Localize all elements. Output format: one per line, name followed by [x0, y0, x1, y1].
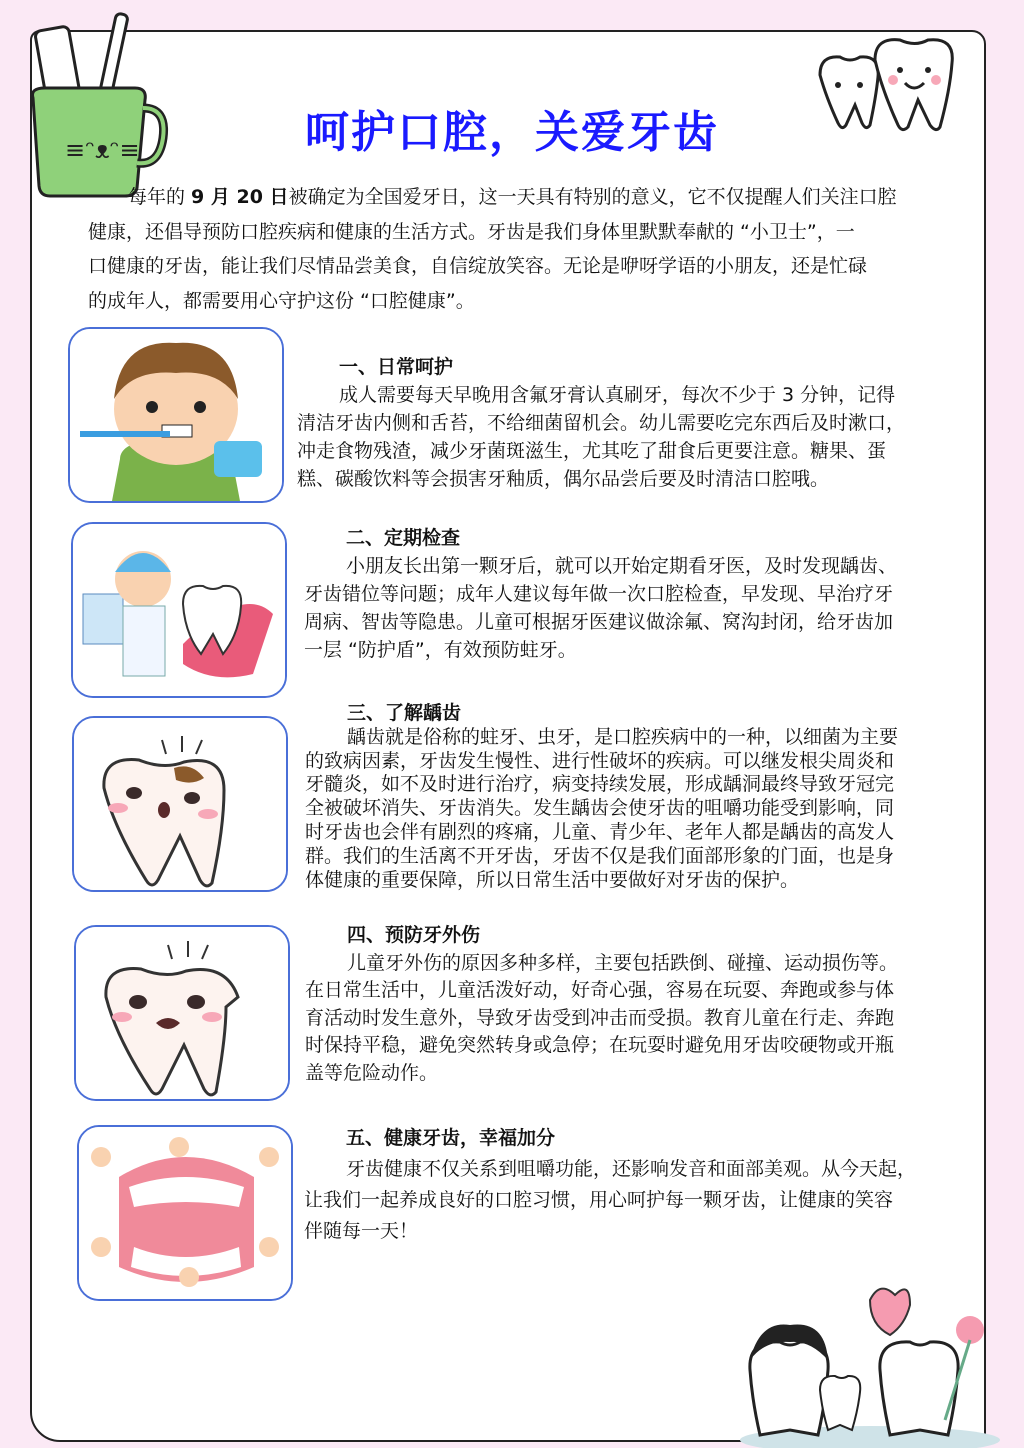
section-heading: 四、预防牙外伤	[347, 924, 481, 946]
page-title: 呵护口腔，关爱牙齿	[305, 107, 719, 158]
section-line: 群。我们的生活离不开牙齿，牙齿不仅是我们面部形象的门面，也是身	[305, 844, 895, 867]
section-heading: 五、健康牙齿，幸福加分	[346, 1127, 556, 1149]
intro-text: 被确定为全国爱牙日，这一天具有特别的意义，它不仅提醒人们关注口腔	[288, 186, 897, 208]
section-heading: 二、定期检查	[346, 527, 461, 549]
section-line: 龋齿就是俗称的蛀牙、虫牙，是口腔疾病中的一种，以细菌为主要	[347, 725, 899, 748]
svg-text:≡ᵔᴥᵔ≡: ≡ᵔᴥᵔ≡	[65, 136, 140, 164]
section-line: 的致病因素，牙齿发生慢性、进行性破坏的疾病。可以继发根尖周炎和	[305, 749, 895, 772]
kids-and-teeth-image	[77, 1125, 293, 1301]
intro-paragraph	[88, 180, 958, 318]
section-line: 让我们一起养成良好的口腔习惯，用心呵护每一颗牙齿，让健康的笑容	[304, 1189, 894, 1211]
section-line: 一层 “防护盾”，有效预防蛀牙。	[304, 639, 577, 661]
intro-text: 每年的	[128, 186, 192, 208]
section-line: 成人需要每天早晚用含氟牙膏认真刷牙，每次不少于 3 分钟，记得	[339, 384, 896, 406]
intro-line: 的成年人，都需要用心守护这份 “口腔健康”。	[88, 289, 475, 312]
decayed-tooth-image	[72, 716, 288, 892]
section-line: 全被破坏消失、牙齿消失。发生龋齿会使牙齿的咀嚼功能受到影响，同	[305, 797, 895, 820]
section-line: 体健康的重要保障，所以日常生活中要做好对牙齿的保护。	[305, 868, 800, 891]
section-heading: 一、日常呵护	[339, 356, 454, 378]
section-line: 糕、碳酸饮料等会损害牙釉质，偶尔品尝后要及时清洁口腔哦。	[297, 468, 830, 490]
section-prevent-injury	[305, 922, 965, 1087]
section-line: 牙齿健康不仅关系到咀嚼功能，还影响发音和面部美观。从今天起，	[346, 1158, 917, 1180]
section-line: 清洁牙齿内侧和舌苔，不给细菌留机会。幼儿需要吃完东西后及时漱口，	[297, 412, 906, 434]
section-daily-care	[297, 353, 957, 493]
date-highlight: 9 月 20 日	[191, 186, 289, 208]
section-line: 时牙齿也会伴有剧烈的疼痛，儿童、青少年、老年人都是龋齿的高发人	[305, 820, 895, 843]
section-heading: 三、了解龋齿	[347, 702, 462, 724]
section-tooth-decay	[305, 702, 965, 892]
teeth-family-heart-illustration	[730, 1280, 1000, 1448]
section-line: 牙髓炎，如不及时进行治疗，病变持续发展，形成龋洞最终导致牙冠完	[305, 773, 895, 796]
section-regular-checkup	[304, 524, 964, 664]
section-line: 时保持平稳，避免突然转身或急停；在玩耍时避免用牙齿咬硬物或开瓶	[305, 1034, 895, 1056]
section-line: 育活动时发生意外，导致牙齿受到冲击而受损。教育儿童在行走、奔跑	[305, 1006, 895, 1029]
section-line: 盖等危险动作。	[305, 1061, 439, 1084]
section-line: 牙齿错位等问题；成年人建议每年做一次口腔检查，早发现、早治疗牙	[304, 583, 894, 605]
section-line: 小朋友长出第一颗牙后，就可以开始定期看牙医，及时发现龋齿、	[346, 555, 898, 577]
section-line: 伴随每一天！	[304, 1220, 419, 1242]
section-line: 儿童牙外伤的原因多种多样，主要包括跌倒、碰撞、运动损伤等。	[347, 951, 899, 974]
section-line: 在日常生活中，儿童活泼好动，好奇心强，容易在玩耍、奔跑或参与体	[305, 979, 895, 1001]
section-line: 冲走食物残渣，减少牙菌斑滋生，尤其吃了甜食后更要注意。糖果、蛋	[297, 440, 887, 462]
section-line: 周病、智齿等隐患。儿童可根据牙医建议做涂氟、窝沟封闭，给牙齿加	[304, 611, 894, 633]
brushing-teeth-image	[68, 327, 284, 503]
chipped-tooth-image	[74, 925, 290, 1101]
dentist-checkup-image	[71, 522, 287, 698]
section-healthy-teeth	[304, 1123, 964, 1247]
intro-line	[88, 180, 958, 215]
intro-line: 口健康的牙齿，能让我们尽情品尝美食，自信绽放笑容。无论是咿呀学语的小朋友，还是忙碌	[88, 255, 868, 277]
intro-line: 健康，还倡导预防口腔疾病和健康的生活方式。牙齿是我们身体里默默奉献的 “小卫士”，一	[88, 220, 855, 243]
